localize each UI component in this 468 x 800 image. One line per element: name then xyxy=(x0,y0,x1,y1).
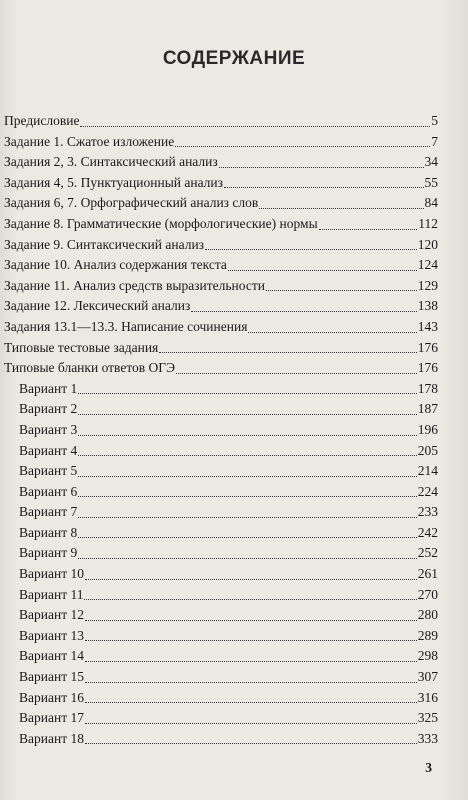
dot-leader xyxy=(78,558,417,559)
toc-entry xyxy=(0,193,468,214)
toc-entry-title: Задания 13.1—13.3. Написание сочинения xyxy=(4,318,248,334)
toc-entry xyxy=(0,132,468,153)
toc-entry-title: Вариант 3 xyxy=(19,421,78,437)
page-title: СОДЕРЖАНИЕ xyxy=(162,48,306,69)
toc-entry xyxy=(0,543,468,564)
toc-entry-title: Вариант 5 xyxy=(19,463,78,479)
toc-entry-page: 138 xyxy=(417,298,438,314)
toc-entry-title: Вариант 13 xyxy=(19,627,84,643)
toc-entry-title: Вариант 14 xyxy=(19,648,84,664)
toc-entry-title: Вариант 9 xyxy=(19,545,78,561)
toc-entry-title: Задание 8. Грамматические (морфологические) нормы xyxy=(4,215,318,231)
toc-entry-page: 120 xyxy=(417,236,438,252)
toc-entry-title: Вариант 10 xyxy=(19,566,84,582)
toc-entry-title: Вариант 17 xyxy=(19,710,84,726)
toc-entry-page: 129 xyxy=(417,277,438,293)
toc-entry-page: 7 xyxy=(431,133,438,149)
dot-leader xyxy=(78,435,417,436)
toc-entry-page: 214 xyxy=(417,463,438,479)
toc-entry xyxy=(0,379,468,400)
dot-leader xyxy=(85,579,417,580)
toc-entry xyxy=(0,523,468,544)
dot-leader xyxy=(228,270,417,271)
dot-leader xyxy=(205,249,417,250)
toc-entry-page: 124 xyxy=(417,257,438,273)
toc-entry-title: Вариант 6 xyxy=(19,483,78,499)
dot-leader xyxy=(85,723,417,724)
dot-leader xyxy=(266,290,417,291)
dot-leader xyxy=(78,537,417,538)
dot-leader xyxy=(78,455,417,456)
toc-entry xyxy=(0,626,468,647)
toc-entry-page: 176 xyxy=(417,360,438,376)
toc-entry-title: Задание 11. Анализ средств выразительности xyxy=(4,277,265,293)
toc-entry-page: 143 xyxy=(417,318,438,334)
toc-entry xyxy=(0,255,468,276)
toc-entry-title: Вариант 11 xyxy=(19,586,84,602)
toc-entry-page: 298 xyxy=(417,648,438,664)
toc-entry-page: 233 xyxy=(417,504,438,520)
toc-entry-title: Задание 1. Сжатое изложение xyxy=(4,133,175,149)
toc-entry-page: 176 xyxy=(417,339,438,355)
toc-entry xyxy=(0,482,468,503)
toc-entry-title: Вариант 4 xyxy=(19,442,78,458)
toc-entry-title: Задания 2, 3. Синтаксический анализ xyxy=(4,154,218,170)
toc-entry-title: Вариант 1 xyxy=(19,380,78,396)
toc-entry-title: Задания 4, 5. Пунктуационный анализ xyxy=(4,174,223,190)
dot-leader xyxy=(80,126,430,127)
toc-entry-page: 252 xyxy=(417,545,438,561)
dot-leader xyxy=(159,352,416,353)
toc-entry-title: Задание 12. Лексический анализ xyxy=(4,298,191,314)
toc-entry-page: 242 xyxy=(417,524,438,540)
dot-leader xyxy=(259,208,423,209)
dot-leader xyxy=(85,640,417,641)
toc-entry-page: 333 xyxy=(417,730,438,746)
toc-entry xyxy=(0,502,468,523)
toc-entry xyxy=(0,152,468,173)
toc-entry-page: 84 xyxy=(424,195,438,211)
toc-entry-page: 5 xyxy=(431,113,438,128)
toc-entry-title: Вариант 2 xyxy=(19,401,78,417)
toc-entry-title: Вариант 15 xyxy=(19,669,84,685)
toc-entry-title: Вариант 7 xyxy=(19,504,78,520)
dot-leader xyxy=(175,146,430,147)
toc-entry-page: 316 xyxy=(417,689,438,705)
dot-leader xyxy=(319,229,418,230)
toc-entry xyxy=(0,605,468,626)
toc-entry-page: 112 xyxy=(418,215,438,231)
toc-entry-title: Типовые бланки ответов ОГЭ xyxy=(4,360,176,376)
toc-entry-page: 178 xyxy=(417,380,438,396)
dot-leader xyxy=(78,496,417,497)
toc-entry xyxy=(0,214,468,235)
toc-entry-page: 270 xyxy=(417,586,438,602)
table-of-contents xyxy=(0,111,468,749)
toc-entry xyxy=(0,317,468,338)
toc-entry xyxy=(0,688,468,709)
toc-entry-title: Вариант 16 xyxy=(19,689,84,705)
dot-leader xyxy=(224,187,424,188)
toc-entry xyxy=(0,111,468,132)
toc-entry-page: 325 xyxy=(417,710,438,726)
toc-entry xyxy=(0,585,468,606)
toc-entry xyxy=(0,729,468,750)
toc-entry-title: Задание 10. Анализ содержания текста xyxy=(4,257,227,273)
toc-entry xyxy=(0,441,468,462)
toc-entry-page: 187 xyxy=(417,401,438,417)
toc-entry xyxy=(0,708,468,729)
dot-leader xyxy=(78,476,417,477)
dot-leader xyxy=(85,743,417,744)
dot-leader xyxy=(176,373,417,374)
toc-entry xyxy=(0,646,468,667)
toc-entry-title: Вариант 8 xyxy=(19,524,78,540)
toc-entry-page: 280 xyxy=(417,607,438,623)
dot-leader xyxy=(191,311,416,312)
dot-leader xyxy=(85,682,417,683)
toc-entry xyxy=(0,461,468,482)
toc-entry-page: 289 xyxy=(417,627,438,643)
toc-entry xyxy=(0,276,468,297)
toc-entry xyxy=(0,173,468,194)
dot-leader xyxy=(85,620,417,621)
toc-entry xyxy=(0,420,468,441)
toc-entry-title: Вариант 18 xyxy=(19,730,84,746)
toc-entry-title: Типовые тестовые задания xyxy=(4,339,159,355)
dot-leader xyxy=(85,702,417,703)
toc-entry xyxy=(0,296,468,317)
toc-entry-page: 261 xyxy=(417,566,438,582)
dot-leader xyxy=(85,661,417,662)
toc-entry xyxy=(0,235,468,256)
toc-entry-page: 55 xyxy=(424,174,438,190)
toc-entry-page: 196 xyxy=(417,421,438,437)
toc-entry-title: Задания 6, 7. Орфографический анализ слов xyxy=(4,195,259,211)
toc-entry-page: 34 xyxy=(424,154,438,170)
toc-entry xyxy=(0,338,468,359)
dot-leader xyxy=(84,599,416,600)
dot-leader xyxy=(219,167,424,168)
toc-entry-title: Задание 9. Синтаксический анализ xyxy=(4,236,204,252)
toc-entry-page: 224 xyxy=(417,483,438,499)
dot-leader xyxy=(248,332,416,333)
dot-leader xyxy=(78,414,417,415)
toc-entry-page: 205 xyxy=(417,442,438,458)
toc-entry-page: 307 xyxy=(417,669,438,685)
toc-entry xyxy=(0,564,468,585)
toc-entry-title: Вариант 12 xyxy=(19,607,84,623)
toc-entry xyxy=(0,399,468,420)
toc-entry-title: Предисловие xyxy=(4,113,80,128)
toc-entry xyxy=(0,358,468,379)
page-number: 3 xyxy=(425,760,432,775)
dot-leader xyxy=(78,517,417,518)
dot-leader xyxy=(78,393,417,394)
toc-entry xyxy=(0,667,468,688)
